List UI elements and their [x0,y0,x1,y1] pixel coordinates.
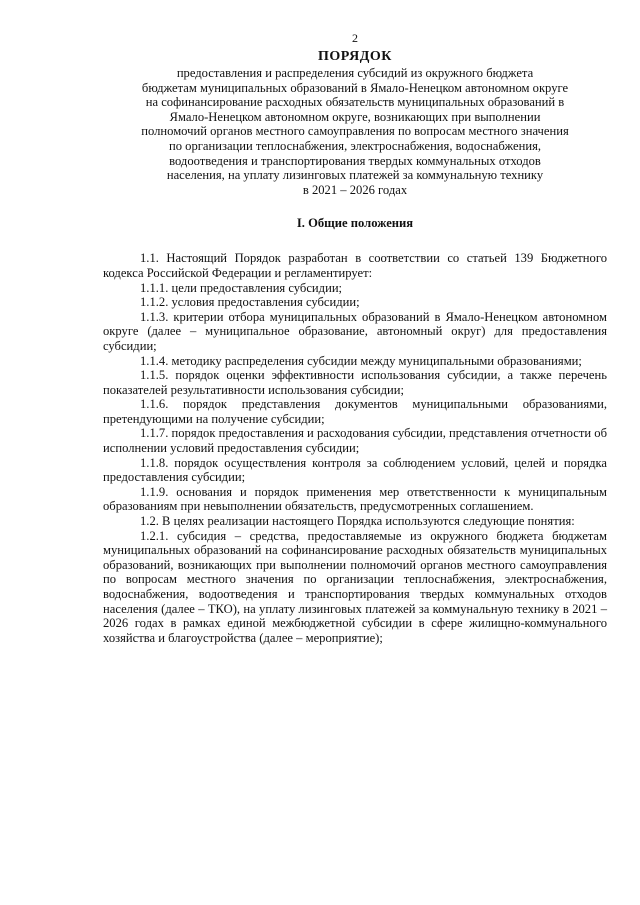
page-number: 2 [352,31,358,45]
subtitle-line: по организации теплоснабжения, электроснабжения, водоснабжения, [168,138,542,153]
paragraph: 1.1.2. условия предоставления субсидии; [140,295,360,310]
paragraph: 1.1.8. порядок осуществления контроля за соблюдением условий, целей и порядка предоставления субсидии; [103,455,607,485]
section-heading: I. Общие положения [296,216,414,231]
subtitle-line: водоотведения и транспортирования твердых коммунальных отходов [169,153,541,168]
document-title: ПОРЯДОК [318,49,392,64]
document-subtitle [103,66,607,197]
paragraph: 1.1.5. порядок оценки эффективности использования субсидии, а также перечень показателей результативности использования субсидии; [103,368,607,397]
paragraph: 1.1.6. порядок представления документов муниципальными образованиями, претендующими на получение субсидии; [103,397,607,426]
paragraph: 1.1.9. основания и порядок применения мер ответственности к муниципальным образованиям при невыполнении обязательств, предусмотренных соглашением. [103,484,607,514]
subtitle-line: населения, на уплату лизинговых платежей за коммунальную технику [166,168,544,183]
subtitle-line: на софинансирование расходных обязательств муниципальных образований в [145,95,565,110]
subtitle-line: в 2021 – 2026 годах [302,182,408,197]
paragraph: 1.1.1. цели предоставления субсидии; [140,280,343,295]
subtitle-line: бюджетам муниципальных образований в Ямало-Ненецком автономном округе [141,80,569,95]
document-body [103,251,607,645]
subtitle-line: предоставления и распределения субсидий из окружного бюджета [176,66,534,80]
subtitle-line: Ямало-Ненецком автономном округе, возникающих при выполнении [169,109,541,124]
paragraph: 1.2.1. субсидия – средства, предоставляемые из окружного бюджета бюджетам муниципальных образований на софинансирование расходных обязательств муниципальных образований, возникающих при выполнении полномочий органов местного самоуправления по вопросам местного значения по организации теплоснабжения, электроснабжения, водоснабжения, водоотведения и транспортирования твердых коммунальных отходов населения (далее – ТКО), на уплату лизинговых платежей за коммунальную технику в 2021 – 2026 годах в рамках единой межбюджетной субсидии в сфере жилищно-коммунального хозяйства и благоустройства (далее – мероприятие); [103,528,607,645]
paragraph: 1.2. В целях реализации настоящего Порядка используются следующие понятия: [140,514,575,529]
paragraph: 1.1.7. порядок предоставления и расходования субсидии, представления отчетности об исполнении условий предоставления субсидии; [103,426,607,456]
subtitle-line: полномочий органов местного самоуправления по вопросам местного значения [141,124,569,139]
paragraph: 1.1. Настоящий Порядок разработан в соответствии со статьей 139 Бюджетного кодекса Российской Федерации и регламентирует: [103,251,607,280]
paragraph: 1.1.4. методику распределения субсидии между муниципальными образованиями; [140,353,582,368]
paragraph: 1.1.3. критерии отбора муниципальных образований в Ямало-Ненецком автономном округе (далее – муниципальное образование, автономный округ) для предоставления субсидии; [103,309,607,353]
